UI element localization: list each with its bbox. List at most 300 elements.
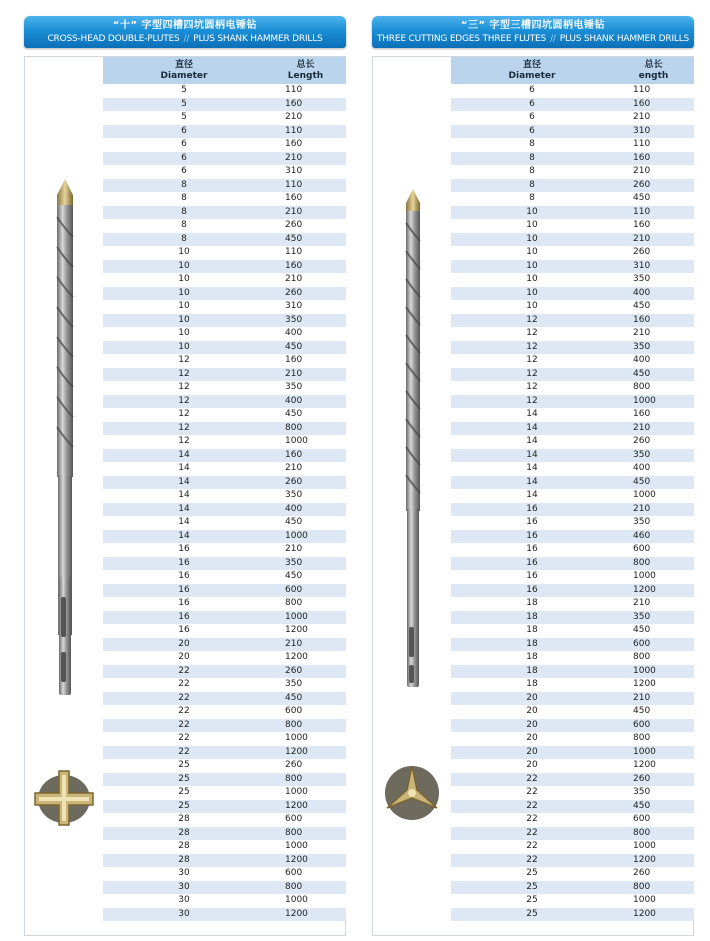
table-row bbox=[103, 260, 346, 274]
three-flute-title-cn: “三” 字型三槽四坑圆柄电锤钻 bbox=[460, 20, 606, 31]
diameter-cell: 25 bbox=[103, 759, 265, 773]
table-row bbox=[451, 746, 694, 760]
diameter-cell: 18 bbox=[451, 611, 613, 625]
diameter-cell: 22 bbox=[103, 665, 265, 679]
diameter-cell: 14 bbox=[103, 530, 265, 544]
table-row bbox=[451, 449, 694, 463]
diameter-cell: 20 bbox=[451, 692, 613, 706]
length-cell: 800 bbox=[613, 651, 694, 665]
diameter-cell: 16 bbox=[451, 516, 613, 530]
table-row bbox=[103, 881, 346, 895]
diameter-cell: 10 bbox=[103, 327, 265, 341]
table-row bbox=[451, 219, 694, 233]
diameter-cell: 16 bbox=[103, 597, 265, 611]
table-row bbox=[103, 435, 346, 449]
length-cell: 210 bbox=[265, 543, 346, 557]
length-header-cn: 总长 bbox=[296, 59, 315, 70]
length-cell: 350 bbox=[265, 314, 346, 328]
length-cell: 210 bbox=[613, 233, 694, 247]
table-row bbox=[451, 435, 694, 449]
table-row bbox=[103, 813, 346, 827]
table-row bbox=[451, 314, 694, 328]
diameter-cell: 8 bbox=[103, 179, 265, 193]
table-row bbox=[103, 800, 346, 814]
length-cell: 450 bbox=[265, 233, 346, 247]
diameter-cell: 22 bbox=[451, 813, 613, 827]
diameter-cell: 16 bbox=[451, 584, 613, 598]
diameter-cell: 25 bbox=[103, 800, 265, 814]
table-row bbox=[451, 867, 694, 881]
diameter-cell: 20 bbox=[451, 746, 613, 760]
length-cell: 110 bbox=[265, 125, 346, 139]
diameter-cell: 22 bbox=[451, 800, 613, 814]
table-row bbox=[103, 273, 346, 287]
length-cell: 450 bbox=[613, 192, 694, 206]
length-cell: 1200 bbox=[613, 584, 694, 598]
diameter-cell: 12 bbox=[451, 327, 613, 341]
table-row bbox=[103, 206, 346, 220]
cross-head-title-en bbox=[24, 33, 346, 45]
length-cell: 1000 bbox=[265, 786, 346, 800]
diameter-cell: 22 bbox=[103, 705, 265, 719]
length-cell: 1200 bbox=[613, 678, 694, 692]
length-cell: 800 bbox=[265, 422, 346, 436]
diameter-cell: 16 bbox=[103, 543, 265, 557]
diameter-cell: 12 bbox=[451, 368, 613, 382]
diameter-cell: 14 bbox=[451, 489, 613, 503]
length-cell: 1000 bbox=[613, 570, 694, 584]
length-cell: 260 bbox=[265, 665, 346, 679]
table-row bbox=[451, 84, 694, 98]
diameter-cell: 6 bbox=[451, 125, 613, 139]
table-row bbox=[103, 840, 346, 854]
length-cell: 1000 bbox=[265, 530, 346, 544]
length-cell: 210 bbox=[265, 462, 346, 476]
length-cell: 1000 bbox=[613, 665, 694, 679]
diameter-cell: 8 bbox=[451, 179, 613, 193]
table-row bbox=[451, 395, 694, 409]
diameter-cell: 22 bbox=[451, 786, 613, 800]
table-row bbox=[103, 759, 346, 773]
table-row bbox=[451, 584, 694, 598]
diameter-cell: 6 bbox=[103, 125, 265, 139]
three-flute-spec-table bbox=[451, 57, 694, 921]
diameter-cell: 22 bbox=[103, 746, 265, 760]
length-cell: 310 bbox=[265, 300, 346, 314]
diameter-cell: 20 bbox=[103, 651, 265, 665]
length-cell: 260 bbox=[265, 219, 346, 233]
table-row bbox=[451, 786, 694, 800]
diameter-cell: 20 bbox=[103, 638, 265, 652]
table-row bbox=[451, 638, 694, 652]
length-header-en: ength bbox=[638, 70, 669, 81]
diameter-cell: 12 bbox=[103, 368, 265, 382]
diameter-cell: 12 bbox=[103, 395, 265, 409]
length-cell: 210 bbox=[265, 368, 346, 382]
diameter-column-header bbox=[103, 57, 265, 84]
length-cell: 800 bbox=[265, 773, 346, 787]
length-cell: 800 bbox=[613, 381, 694, 395]
diameter-cell: 18 bbox=[451, 624, 613, 638]
diameter-cell: 6 bbox=[103, 138, 265, 152]
table-row bbox=[451, 597, 694, 611]
table-row bbox=[451, 732, 694, 746]
table-header-row bbox=[103, 57, 346, 84]
length-cell: 450 bbox=[613, 624, 694, 638]
length-cell: 800 bbox=[265, 827, 346, 841]
diameter-cell: 12 bbox=[451, 314, 613, 328]
diameter-cell: 16 bbox=[103, 624, 265, 638]
length-header-en: Length bbox=[287, 70, 324, 81]
diameter-cell: 8 bbox=[451, 165, 613, 179]
length-header-cn: 总长 bbox=[644, 59, 663, 70]
length-cell: 210 bbox=[265, 152, 346, 166]
diameter-cell: 25 bbox=[103, 786, 265, 800]
length-cell: 210 bbox=[265, 206, 346, 220]
three-flute-product-images bbox=[373, 57, 451, 935]
length-cell: 800 bbox=[613, 557, 694, 571]
cross-head-title-en-a: CROSS-HEAD DOUBLE-PLUTES bbox=[47, 34, 180, 44]
length-cell: 210 bbox=[613, 597, 694, 611]
table-row bbox=[103, 867, 346, 881]
table-row bbox=[451, 138, 694, 152]
table-row bbox=[103, 395, 346, 409]
table-row bbox=[451, 152, 694, 166]
diameter-cell: 10 bbox=[451, 273, 613, 287]
length-cell: 210 bbox=[265, 638, 346, 652]
table-row bbox=[103, 503, 346, 517]
diameter-cell: 5 bbox=[103, 98, 265, 112]
diameter-cell: 25 bbox=[103, 773, 265, 787]
table-row bbox=[451, 908, 694, 922]
table-row bbox=[103, 692, 346, 706]
length-cell: 450 bbox=[613, 476, 694, 490]
diameter-cell: 6 bbox=[451, 111, 613, 125]
cross-head-spec-rows bbox=[103, 84, 346, 921]
table-row bbox=[103, 611, 346, 625]
table-row bbox=[451, 557, 694, 571]
table-row bbox=[103, 192, 346, 206]
table-row bbox=[103, 651, 346, 665]
length-cell: 210 bbox=[265, 273, 346, 287]
length-cell: 1000 bbox=[613, 395, 694, 409]
table-row bbox=[451, 422, 694, 436]
table-row bbox=[103, 543, 346, 557]
diameter-cell: 6 bbox=[451, 84, 613, 98]
table-row bbox=[103, 773, 346, 787]
cross-head-tip-image bbox=[31, 767, 97, 827]
diameter-cell: 10 bbox=[103, 341, 265, 355]
table-row bbox=[103, 219, 346, 233]
three-flute-tip-image bbox=[381, 762, 443, 824]
length-cell: 800 bbox=[265, 597, 346, 611]
table-row bbox=[103, 746, 346, 760]
length-cell: 260 bbox=[613, 435, 694, 449]
diameter-cell: 10 bbox=[451, 219, 613, 233]
length-cell: 400 bbox=[265, 503, 346, 517]
table-row bbox=[451, 840, 694, 854]
three-flute-spec-rows bbox=[451, 84, 694, 921]
table-row bbox=[451, 503, 694, 517]
diameter-cell: 22 bbox=[451, 840, 613, 854]
length-cell: 160 bbox=[613, 408, 694, 422]
table-row bbox=[103, 152, 346, 166]
cross-head-banner bbox=[24, 16, 346, 48]
cross-head-title-en-b: PLUS SHANK HAMMER DRILLS bbox=[193, 34, 323, 44]
length-cell: 110 bbox=[613, 138, 694, 152]
length-cell: 1000 bbox=[265, 611, 346, 625]
table-row bbox=[451, 179, 694, 193]
table-row bbox=[103, 111, 346, 125]
length-cell: 160 bbox=[265, 192, 346, 206]
length-cell: 800 bbox=[613, 732, 694, 746]
length-cell: 450 bbox=[265, 341, 346, 355]
length-cell: 260 bbox=[265, 287, 346, 301]
table-row bbox=[103, 894, 346, 908]
diameter-cell: 18 bbox=[451, 665, 613, 679]
length-cell: 260 bbox=[613, 246, 694, 260]
table-row bbox=[103, 314, 346, 328]
diameter-cell: 10 bbox=[451, 246, 613, 260]
diameter-cell: 6 bbox=[103, 165, 265, 179]
diameter-cell: 22 bbox=[103, 692, 265, 706]
diameter-cell: 8 bbox=[451, 152, 613, 166]
diameter-cell: 8 bbox=[103, 219, 265, 233]
length-cell: 350 bbox=[265, 678, 346, 692]
table-row bbox=[451, 800, 694, 814]
three-flute-title-en bbox=[372, 33, 694, 45]
diameter-cell: 14 bbox=[103, 476, 265, 490]
length-cell: 160 bbox=[265, 138, 346, 152]
diameter-cell: 16 bbox=[451, 530, 613, 544]
length-cell: 110 bbox=[613, 84, 694, 98]
table-row bbox=[103, 624, 346, 638]
table-row bbox=[103, 84, 346, 98]
table-row bbox=[451, 300, 694, 314]
length-cell: 600 bbox=[613, 543, 694, 557]
length-cell: 450 bbox=[613, 800, 694, 814]
diameter-cell: 14 bbox=[103, 503, 265, 517]
length-cell: 400 bbox=[265, 327, 346, 341]
three-flute-drill-bit-image bbox=[395, 187, 431, 687]
length-cell: 210 bbox=[613, 111, 694, 125]
title-separator: // bbox=[183, 34, 190, 44]
cross-head-drill-panel bbox=[24, 16, 346, 919]
diameter-cell: 6 bbox=[451, 98, 613, 112]
table-row bbox=[451, 894, 694, 908]
diameter-cell: 10 bbox=[451, 233, 613, 247]
length-cell: 160 bbox=[265, 260, 346, 274]
table-row bbox=[103, 327, 346, 341]
length-cell: 350 bbox=[265, 489, 346, 503]
diameter-cell: 14 bbox=[451, 449, 613, 463]
length-cell: 350 bbox=[265, 381, 346, 395]
three-flute-banner bbox=[372, 16, 694, 48]
length-cell: 210 bbox=[265, 111, 346, 125]
table-row bbox=[451, 543, 694, 557]
table-row bbox=[103, 705, 346, 719]
diameter-cell: 10 bbox=[451, 206, 613, 220]
diameter-cell: 30 bbox=[103, 867, 265, 881]
table-row bbox=[451, 651, 694, 665]
length-cell: 110 bbox=[265, 179, 346, 193]
length-cell: 450 bbox=[265, 516, 346, 530]
length-cell: 1000 bbox=[265, 435, 346, 449]
length-cell: 160 bbox=[265, 354, 346, 368]
length-cell: 450 bbox=[613, 368, 694, 382]
diameter-header-en: Diameter bbox=[508, 70, 556, 81]
length-cell: 1200 bbox=[265, 651, 346, 665]
diameter-cell: 12 bbox=[103, 381, 265, 395]
table-row bbox=[451, 260, 694, 274]
table-row bbox=[103, 165, 346, 179]
diameter-cell: 12 bbox=[451, 395, 613, 409]
length-cell: 260 bbox=[613, 773, 694, 787]
length-cell: 600 bbox=[265, 813, 346, 827]
three-flute-title-en-a: THREE CUTTING EDGES THREE FLUTES bbox=[376, 34, 547, 44]
length-cell: 310 bbox=[613, 125, 694, 139]
length-cell: 1200 bbox=[265, 854, 346, 868]
diameter-cell: 8 bbox=[103, 206, 265, 220]
diameter-cell: 5 bbox=[103, 84, 265, 98]
title-separator: // bbox=[550, 34, 556, 44]
table-row bbox=[451, 233, 694, 247]
length-cell: 210 bbox=[613, 165, 694, 179]
diameter-cell: 6 bbox=[103, 152, 265, 166]
diameter-cell: 22 bbox=[451, 854, 613, 868]
diameter-cell: 16 bbox=[451, 557, 613, 571]
diameter-cell: 28 bbox=[103, 827, 265, 841]
table-row bbox=[103, 462, 346, 476]
diameter-cell: 10 bbox=[451, 260, 613, 274]
table-row bbox=[103, 530, 346, 544]
cross-head-product-images bbox=[25, 57, 103, 935]
length-cell: 600 bbox=[613, 813, 694, 827]
diameter-cell: 14 bbox=[103, 449, 265, 463]
length-cell: 460 bbox=[613, 530, 694, 544]
three-flute-spec-box bbox=[372, 56, 694, 936]
diameter-cell: 16 bbox=[103, 570, 265, 584]
diameter-cell: 30 bbox=[103, 908, 265, 922]
diameter-cell: 18 bbox=[451, 678, 613, 692]
length-cell: 1000 bbox=[613, 746, 694, 760]
diameter-cell: 18 bbox=[451, 638, 613, 652]
table-row bbox=[103, 422, 346, 436]
table-row bbox=[451, 624, 694, 638]
table-row bbox=[103, 408, 346, 422]
table-row bbox=[103, 570, 346, 584]
diameter-header-cn: 直径 bbox=[174, 59, 193, 70]
table-row bbox=[451, 692, 694, 706]
diameter-cell: 22 bbox=[451, 773, 613, 787]
length-cell: 400 bbox=[613, 354, 694, 368]
table-row bbox=[451, 516, 694, 530]
diameter-cell: 14 bbox=[451, 476, 613, 490]
table-row bbox=[103, 516, 346, 530]
table-row bbox=[103, 354, 346, 368]
diameter-cell: 10 bbox=[103, 300, 265, 314]
length-cell: 110 bbox=[265, 84, 346, 98]
table-row bbox=[103, 98, 346, 112]
length-cell: 600 bbox=[265, 867, 346, 881]
length-cell: 1200 bbox=[265, 624, 346, 638]
three-flute-title-en-b: PLUS SHANK HAMMER DRILLS bbox=[559, 34, 690, 44]
length-cell: 1000 bbox=[265, 840, 346, 854]
length-cell: 450 bbox=[265, 692, 346, 706]
length-cell: 1000 bbox=[265, 732, 346, 746]
diameter-cell: 20 bbox=[451, 719, 613, 733]
diameter-cell: 14 bbox=[451, 462, 613, 476]
diameter-header-en: Diameter bbox=[160, 70, 208, 81]
table-row bbox=[103, 300, 346, 314]
diameter-header-cn: 直径 bbox=[522, 59, 541, 70]
length-cell: 160 bbox=[613, 219, 694, 233]
table-row bbox=[103, 827, 346, 841]
diameter-cell: 12 bbox=[103, 408, 265, 422]
table-row bbox=[103, 665, 346, 679]
table-row bbox=[103, 597, 346, 611]
diameter-cell: 20 bbox=[451, 759, 613, 773]
length-cell: 600 bbox=[613, 719, 694, 733]
table-row bbox=[103, 476, 346, 490]
table-row bbox=[451, 489, 694, 503]
length-cell: 350 bbox=[613, 449, 694, 463]
table-row bbox=[451, 192, 694, 206]
length-cell: 1000 bbox=[613, 840, 694, 854]
table-row bbox=[451, 570, 694, 584]
table-row bbox=[451, 827, 694, 841]
diameter-cell: 16 bbox=[103, 611, 265, 625]
table-row bbox=[103, 557, 346, 571]
length-cell: 210 bbox=[613, 503, 694, 517]
diameter-cell: 10 bbox=[103, 273, 265, 287]
length-cell: 450 bbox=[613, 705, 694, 719]
length-cell: 1200 bbox=[265, 746, 346, 760]
table-row bbox=[451, 611, 694, 625]
length-cell: 210 bbox=[613, 327, 694, 341]
length-cell: 350 bbox=[613, 341, 694, 355]
cross-head-spec-table bbox=[103, 57, 346, 921]
diameter-cell: 12 bbox=[451, 341, 613, 355]
length-cell: 800 bbox=[613, 827, 694, 841]
table-row bbox=[103, 381, 346, 395]
table-row bbox=[451, 111, 694, 125]
table-row bbox=[103, 368, 346, 382]
table-row bbox=[451, 327, 694, 341]
length-cell: 210 bbox=[613, 422, 694, 436]
table-row bbox=[103, 489, 346, 503]
table-row bbox=[451, 719, 694, 733]
diameter-cell: 22 bbox=[451, 827, 613, 841]
length-cell: 350 bbox=[613, 273, 694, 287]
table-row bbox=[103, 584, 346, 598]
length-cell: 800 bbox=[265, 881, 346, 895]
table-row bbox=[451, 462, 694, 476]
length-column-header bbox=[613, 57, 694, 84]
length-cell: 160 bbox=[613, 314, 694, 328]
diameter-cell: 28 bbox=[103, 840, 265, 854]
length-cell: 1000 bbox=[613, 894, 694, 908]
table-row bbox=[103, 341, 346, 355]
diameter-column-header bbox=[451, 57, 613, 84]
table-row bbox=[451, 854, 694, 868]
table-row bbox=[103, 786, 346, 800]
diameter-cell: 16 bbox=[451, 570, 613, 584]
table-row bbox=[451, 773, 694, 787]
table-row bbox=[103, 233, 346, 247]
table-row bbox=[103, 449, 346, 463]
cross-head-title-cn: “十” 字型四槽四坑圆柄电锤钻 bbox=[112, 20, 258, 31]
